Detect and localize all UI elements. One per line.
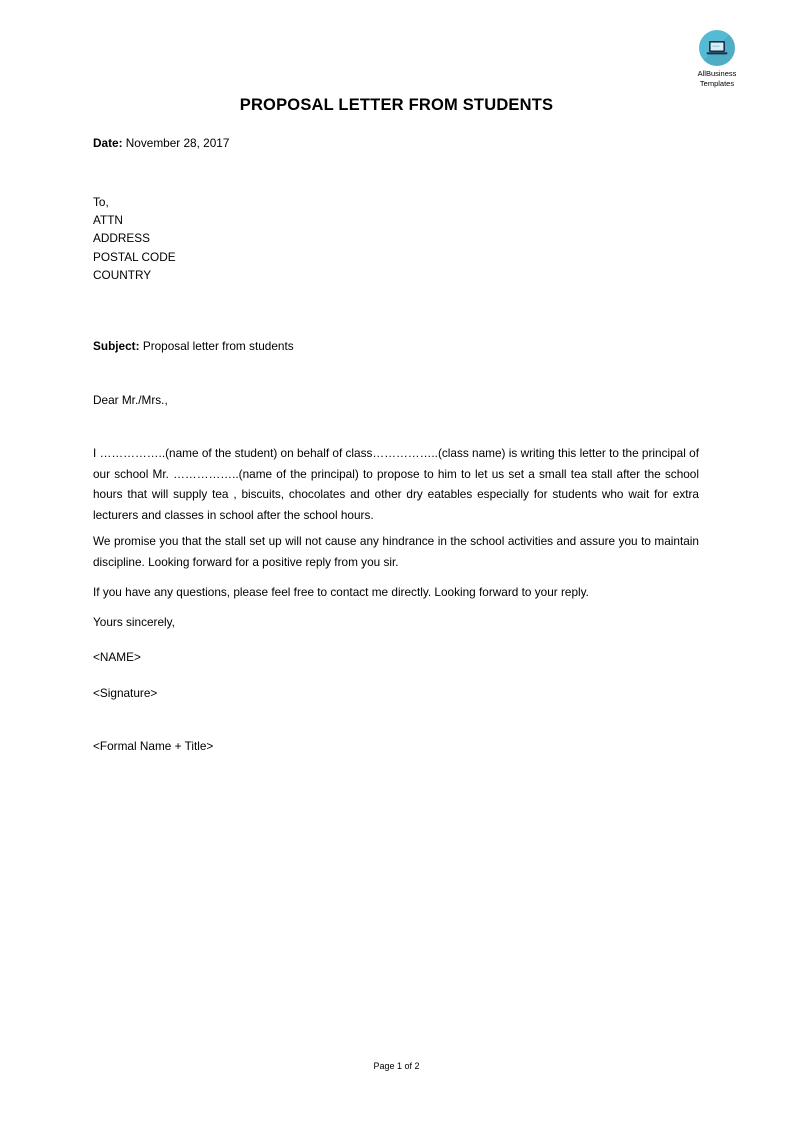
page-title: PROPOSAL LETTER FROM STUDENTS [239,96,554,114]
recipient-line: To, [93,195,109,209]
closing-salutation: Yours sincerely, [93,615,175,629]
body-paragraph: If you have any questions, please feel free to contact me directly. Looking forward to your reply. [93,585,589,599]
brand-name-line-2: Templates [699,78,735,88]
subject-label: Subject: [93,339,140,353]
date-line [93,134,229,152]
subject-value: Proposal letter from students [142,339,294,353]
laptop-icon [699,30,735,66]
recipient-line: ADDRESS [93,231,151,246]
brand-name [679,69,755,88]
recipient-line: ATTN [93,213,123,228]
date-value: November 28, 2017 [125,136,230,150]
signature-placeholder: <Signature> [93,686,158,700]
date-label: Date: [93,136,123,150]
subject-line [93,337,294,355]
body-paragraph: We promise you that the stall set up will not cause any hindrance in the school activities and assure you to maintain discipline. Looking forward for a positive reply from you sir. [93,534,699,569]
recipient-line: COUNTRY [93,267,152,282]
laptop-glyph [706,40,728,56]
name-placeholder: <NAME> [93,650,141,664]
brand-logo [679,30,755,88]
recipient-address-block [93,193,176,284]
formal-name-placeholder: <Formal Name + Title> [93,739,214,753]
brand-name-line-1: AllBusiness [697,69,737,78]
salutation: Dear Mr./Mrs., [93,393,168,407]
body-paragraph: I ……………..(name of the student) on behalf of class……………..(class name) is writing this letter to the principal of our school Mr. ……………..(name of the principal) to propose to him to let us set a small tea stall after the school hours that will supply tea , biscuits, chocolates and other dry eatables especially for students who wait for extra lecturers and classes in school after the school hours. [93,446,699,522]
recipient-line: POSTAL CODE [93,249,176,264]
page-footer: Page 1 of 2 [373,1061,420,1071]
